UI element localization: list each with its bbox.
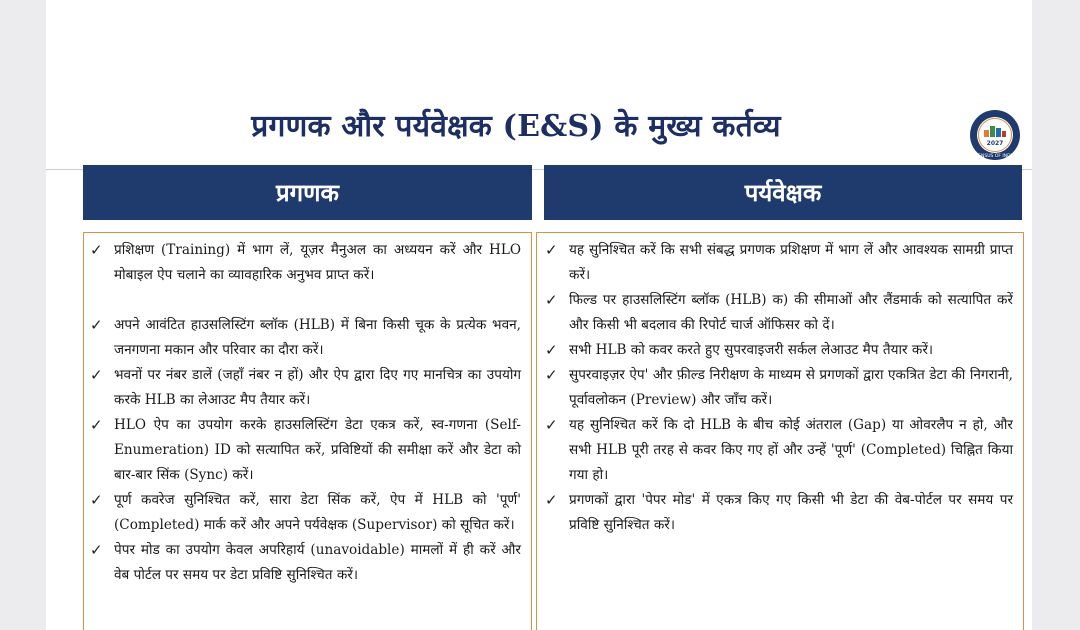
census-logo-icon <box>968 108 1022 162</box>
supervisor-header: पर्यवेक्षक <box>544 165 1022 220</box>
check-icon: ✓ <box>90 366 103 384</box>
svg-text:2027: 2027 <box>986 140 1004 147</box>
check-icon: ✓ <box>545 416 558 434</box>
list-item: ✓ फिल्ड पर हाउसलिस्टिंग ब्लॉक (HLB) क) की सीमाओं और लैंडमार्क को सत्यापित करें और किसी भी बदलाव की रिपोर्ट चार्ज ऑफिसर को दें। <box>545 288 1013 338</box>
list-item: ✓ भवनों पर नंबर डालें (जहाँ नंबर न हों) और ऐप द्वारा दिए गए मानचित्र का उपयोग करके HLB का लेआउट मैप तैयार करें। <box>90 363 521 413</box>
list-item: ✓ पूर्ण कवरेज सुनिश्चित करें, सारा डेटा सिंक करें, ऐप में HLB को 'पूर्ण' (Completed) मार्क करें और अपने पर्यवेक्षक (Supervisor) को सूचित करें। <box>90 488 521 538</box>
list-item: ✓ सुपरवाइज़र ऐप' और फ़ील्ड निरीक्षण के माध्यम से प्रगणकों द्वारा एकत्रित डेटा की निगरानी, पूर्वावलोकन (Preview) और जाँच करें। <box>545 363 1013 413</box>
check-icon: ✓ <box>545 341 558 359</box>
check-icon: ✓ <box>90 491 103 509</box>
list-item: ✓ यह सुनिश्चित करें कि सभी संबद्ध प्रगणक प्रशिक्षण में भाग लें और आवश्यक सामग्री प्राप्त करें। <box>545 238 1013 288</box>
page-title: प्रगणक और पर्यवेक्षक (E&S) के मुख्य कर्तव्य <box>251 109 781 144</box>
enumerator-duties-list <box>83 232 532 630</box>
check-icon: ✓ <box>545 241 558 259</box>
enumerator-header: प्रगणक <box>83 165 532 220</box>
svg-text:CENSUS OF INDIA: CENSUS OF INDIA <box>975 154 1015 159</box>
list-item: ✓ यह सुनिश्चित करें कि दो HLB के बीच कोई अंतराल (Gap) या ओवरलैप न हो, और सभी HLB पूरी तरह से कवर किए गए हों और उन्हें 'पूर्ण' (Completed) चिह्नित किया गया हो। <box>545 413 1013 488</box>
check-icon: ✓ <box>90 241 103 259</box>
supervisor-duties-list <box>536 232 1024 630</box>
list-item: ✓ प्रगणकों द्वारा 'पेपर मोड' में एकत्र किए गए किसी भी डेटा की वेब-पोर्टल पर समय पर प्रविष्टि सुनिश्चित करें। <box>545 488 1013 538</box>
list-item: ✓ सभी HLB को कवर करते हुए सुपरवाइजरी सर्कल लेआउट मैप तैयार करें। <box>545 338 1013 363</box>
list-item: ✓ प्रशिक्षण (Training) में भाग लें, यूज़र मैनुअल का अध्ययन करें और HLO मोबाइल ऐप चलाने का व्यावहारिक अनुभव प्राप्त करें। <box>90 238 521 288</box>
check-icon: ✓ <box>545 491 558 509</box>
list-item: ✓ पेपर मोड का उपयोग केवल अपरिहार्य (unavoidable) मामलों में ही करें और वेब पोर्टल पर समय पर डेटा प्रविष्टि सुनिश्चित करें। <box>90 538 521 588</box>
slide-page <box>46 0 1032 630</box>
check-icon: ✓ <box>545 366 558 384</box>
check-icon: ✓ <box>90 541 103 559</box>
check-icon: ✓ <box>90 316 103 334</box>
check-icon: ✓ <box>545 291 558 309</box>
check-icon: ✓ <box>90 416 103 434</box>
list-item: ✓ HLO ऐप का उपयोग करके हाउसलिस्टिंग डेटा एकत्र करें, स्व-गणना (Self-Enumeration) ID को सत्यापित करें, प्रविष्टियों की समीक्षा करें और डेटा को बार-बार सिंक (Sync) करें। <box>90 413 521 488</box>
list-item: ✓ अपने आवंटित हाउसलिस्टिंग ब्लॉक (HLB) में बिना किसी चूक के प्रत्येक भवन, जनगणना मकान और परिवार का दौरा करें। <box>90 313 521 363</box>
